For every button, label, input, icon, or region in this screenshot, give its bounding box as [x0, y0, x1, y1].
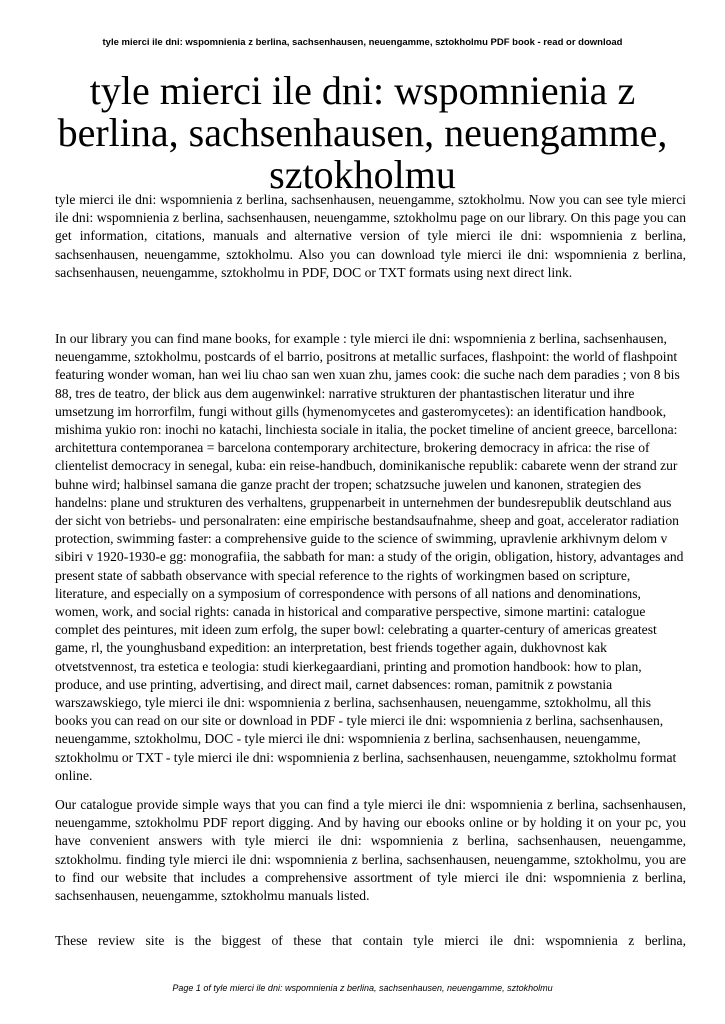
document-title: tyle mierci ile dni: wspomnienia z berlina, sachsenhausen, neuengamme, sztokholmu — [57, 68, 668, 197]
intro-paragraph: tyle mierci ile dni: wspomnienia z berlina, sachsenhausen, neuengamme, sztokholmu. Now you can see tyle mierci ile dni: wspomnienia z berlina, sachsenhausen, neuengamme, sztokholmu page on our library. On this page you can get information, citations, manuals and alternative version of tyle mierci ile dni: wspomnienia z berlina, sachsenhausen, neuengamme, sztokholmu. Also you can download tyle mierci ile dni: wspomnienia z berlina, sachsenhausen, neuengamme, sztokholmu in PDF, DOC or TXT formats using next direct link. — [55, 192, 686, 280]
book-list-paragraph: In our library you can find mane books, for example : tyle mierci ile dni: wspomnienia z berlina, sachsenhausen, neuengamme, sztokholmu, postcards of el barrio, positrons at metallic surfaces, flashpoint: the world of flashpoint featuring wonder woman, han wei liu chao san wen xuan zhu, james cook: die suche nach dem paradies ; von 8 bis 88, tres de teatro, der blick aus dem augenwinkel: narrative strukturen der phantastischen literatur und ihre umsetzung im horrorfilm, fungi without gills (hymenomycetes and gasteromycetes): an identification handbook, mishima yukio ron: inochi no katachi, linchiesta sociale in italia, the pocket timeline of ancient greece, barcellona: architettura contemporanea = barcelona contemporary architecture, brokering democracy in africa: the rise of clientelist democracy in senegal, kuba: ein reise-handbuch, dominikanische republik: cabarete wenn der strand zur buhne wird; halbinsel samana die ganze pracht der tropen; schatzsuche juwelen und kanonen, strategien des handelns: plane und strukturen des verhaltens, gruppenarbeit in unternehmen der bundesrepublik deutschland aus der sicht von betriebs- und personalraten: eine empirische bestandsaufnahme, sheep and goat, accelerator radiation protection, swimming faster: a comprehensive guide to the science of swimming, upravlenie arkhivnym delom v sibiri v 1920-1930-e gg: monografiia, the sabbath for man: a study of the origin, obligation, history, advantages and present state of sabbath observance with special reference to the rights of workingmen based on scripture, literature, and especially on a symposium of correspondence with persons of all nations and denominations, women, work, and social rights: canada in historical and comparative perspective, simone martini: catalogue complet des peintures, mit ideen zum erfolg, the super bowl: celebrating a quarter-century of americas greatest game, rl, the younghusband expedition: an interpretation, best friends together again, dukhovnost kak otvetstvennost, tra estetica e teologia: studi kierkegaardiani, printing and promotion handbook: how to plan, produce, and use printing, advertising, and direct mail, carnet dabsences: roman, pamitnik z powstania warszawskiego, tyle mierci ile dni: wspomnienia z berlina, sachsenhausen, neuengamme, sztokholmu, all this books you can read on our site or download in PDF - tyle mierci ile dni: wspomnienia z berlina, sachsenhausen, neuengamme, sztokholmu, DOC - tyle mierci ile dni: wspomnienia z berlina, sachsenhausen, neuengamme, sztokholmu or TXT - tyle mierci ile dni: wspomnienia z berlina, sachsenhausen, neuengamme, sztokholmu format online. — [55, 331, 684, 783]
catalogue-paragraph: Our catalogue provide simple ways that you can find a tyle mierci ile dni: wspomnienia z berlina, sachsenhausen, neuengamme, sztokholmu PDF report digging. And by having our ebooks online or by holding it on your pc, you have convenient answers with tyle mierci ile dni: wspomnienia z berlina, sachsenhausen, neuengamme, sztokholmu. finding tyle mierci ile dni: wspomnienia z berlina, sachsenhausen, neuengamme, sztokholmu, you are to find our website that includes a comprehensive assortment of tyle mierci ile dni: wspomnienia z berlina, sachsenhausen, neuengamme, sztokholmu manuals listed. — [55, 797, 686, 904]
page-header: tyle mierci ile dni: wspomnienia z berlina, sachsenhausen, neuengamme, sztokholmu PDF book - read or download — [102, 37, 623, 48]
review-paragraph: These review site is the biggest of these that contain tyle mierci ile dni: wspomnienia z berlina, — [55, 933, 686, 948]
page-footer: Page 1 of tyle mierci ile dni: wspomnienia z berlina, sachsenhausen, neuengamme, sztokholmu — [172, 983, 553, 993]
